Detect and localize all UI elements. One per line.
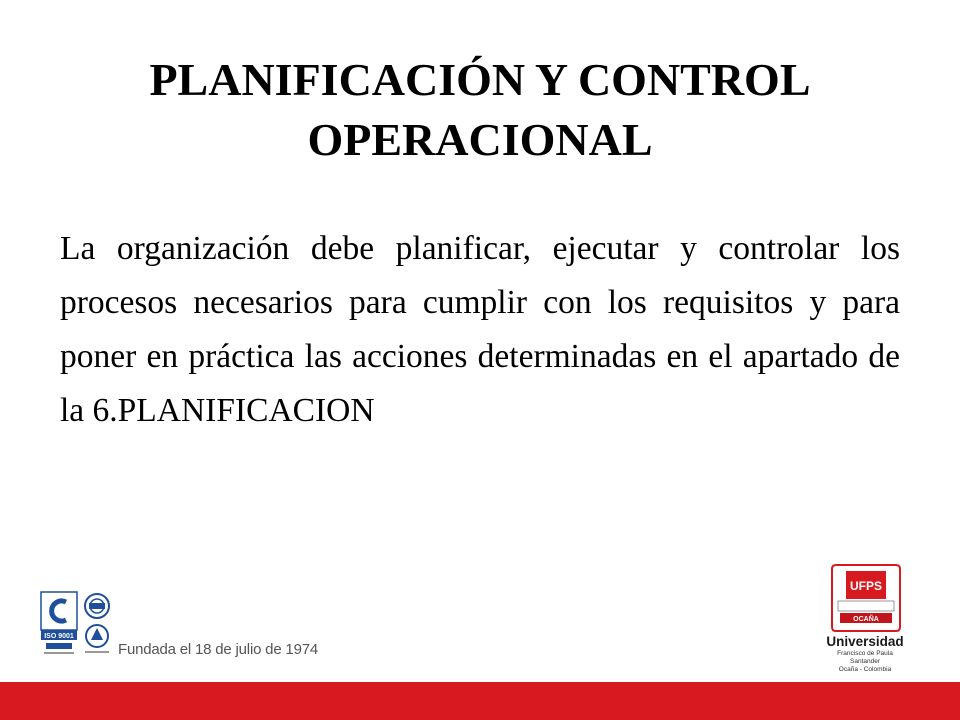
iso-label: ISO 9001 bbox=[44, 633, 74, 640]
founded-date-text: Fundada el 18 de julio de 1974 bbox=[118, 641, 319, 658]
footer-red-bar bbox=[0, 682, 960, 720]
logo-letters: UFPS bbox=[849, 579, 883, 593]
iso-certification-logo bbox=[40, 590, 78, 658]
logo-ocana-text: OCAÑA bbox=[853, 616, 879, 623]
slide-title: PLANIFICACIÓN Y CONTROL OPERACIONAL bbox=[149, 54, 811, 165]
university-subtitle bbox=[822, 650, 908, 674]
university-subtitle-line-1: Francisco de Paula Santander bbox=[837, 650, 893, 665]
slide-body-text: La organización debe planificar, ejecutar y controlar los procesos necesarios para cumplir con los requisitos y para poner en práctica las acciones determinadas en el apartado de la 6.PLANIFICACION bbox=[60, 230, 900, 429]
iqnet-certification-logo bbox=[80, 592, 114, 656]
university-name: Universidad bbox=[826, 634, 904, 649]
university-subtitle-line-2: Ocaña - Colombia bbox=[838, 666, 892, 673]
